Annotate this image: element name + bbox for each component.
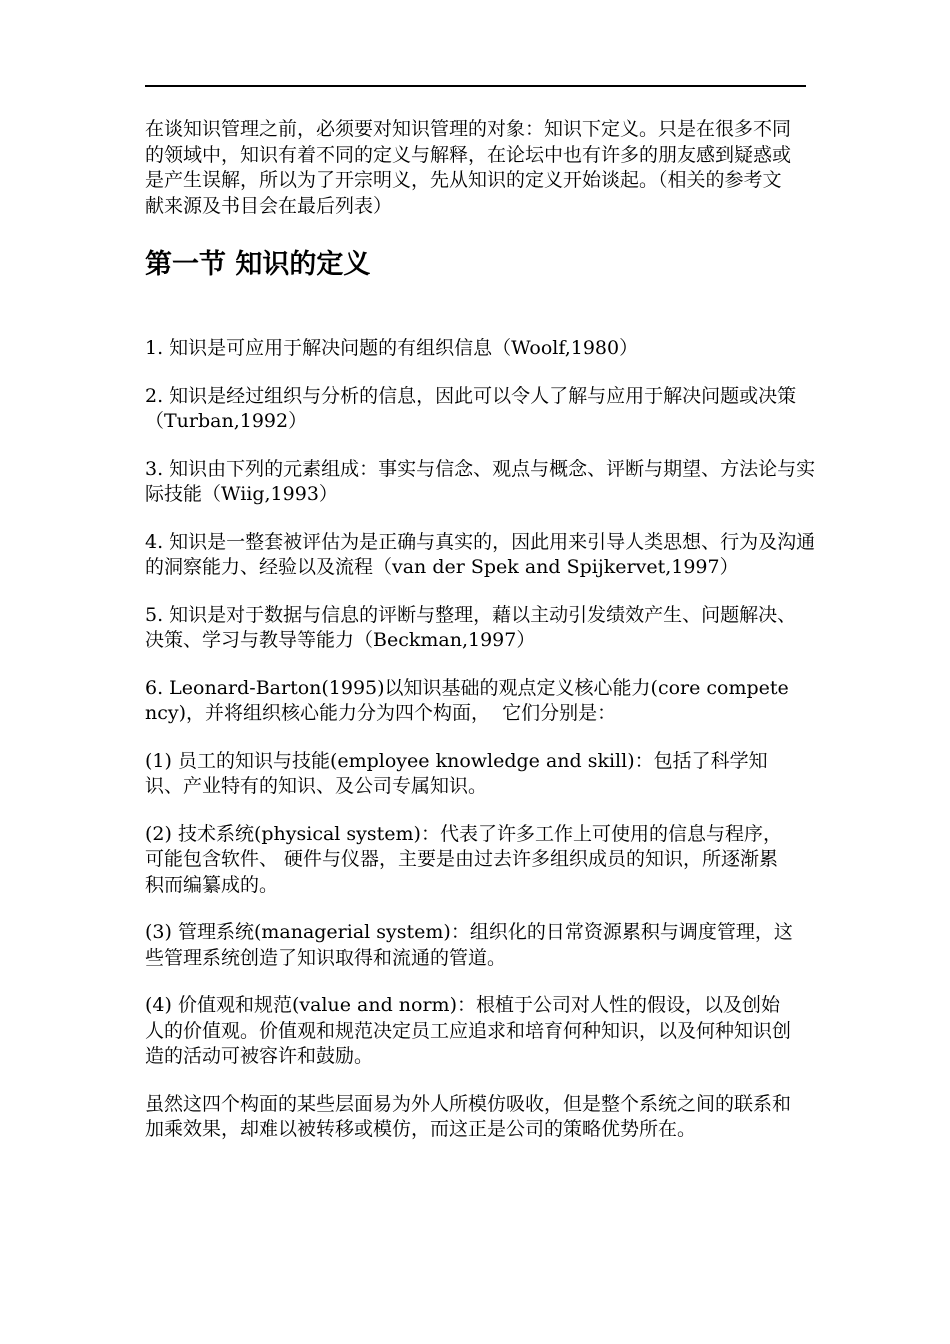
dimension-item-2: (2) 技术系统(physical system)：代表了许多工作上可使用的信息与程序，可能包含软件、 硬件与仪器，主要是由过去许多组织成员的知识，所逐渐累积而编纂成的。 — [145, 822, 782, 896]
definition-item-3: 3. 知识由下列的元素组成：事实与信念、观点与概念、评断与期望、方法论与实际技能（Wiig,1993） — [145, 457, 816, 505]
header-rule — [145, 85, 806, 87]
definition-item-2: 2. 知识是经过组织与分析的信息，因此可以令人了解与应用于解决问题或决策（Turban,1992） — [145, 384, 797, 432]
definition-item-1: 1. 知识是可应用于解决问题的有组织信息（Woolf,1980） — [145, 337, 639, 359]
conclusion-paragraph: 虽然这四个构面的某些层面易为外人所模仿吸收，但是整个系统之间的联系和加乘效果，却难以被转移或模仿，而这正是公司的策略优势所在。 — [145, 1092, 792, 1140]
dimension-item-1: (1) 员工的知识与技能(employee knowledge and skill)：包括了科学知识、产业特有的知识、及公司专属知识。 — [145, 749, 768, 797]
document-body — [145, 117, 825, 1165]
intro-paragraph: 在谈知识管理之前，必须要对知识管理的对象：知识下定义。只是在很多不同的领域中，知识有着不同的定义与解释，在论坛中也有许多的朋友感到疑惑或是产生误解，所以为了开宗明义，先从知识的定义开始谈起。（相关的参考文献来源及书目会在最后列表） — [145, 118, 792, 217]
dimension-item-3: (3) 管理系统(managerial system)：组织化的日常资源累积与调度管理，这些管理系统创造了知识取得和流通的管道。 — [145, 921, 793, 969]
definition-item-4: 4. 知识是一整套被评估为是正确与真实的，因此用来引导人类思想、行为及沟通的洞察能力、经验以及流程（van der Spek and Spijkervet,1997） — [145, 530, 816, 578]
definition-item-5: 5. 知识是对于数据与信息的评断与整理，藉以主动引发绩效产生、问题解决、决策、学习与教导等能力（Beckman,1997） — [145, 603, 797, 651]
section-title: 第一节 知识的定义 — [145, 249, 371, 280]
dimension-item-4: (4) 价值观和规范(value and norm)：根植于公司对人性的假设，以及创始人的价值观。价值观和规范决定员工应追求和培育何种知识，以及何种知识创造的活动可被容许和鼓励。 — [145, 994, 792, 1067]
definition-list — [145, 336, 825, 1143]
definition-item-6: 6. Leonard-Barton(1995)以知识基础的观点定义核心能力(core competency)，并将组织核心能力分为四个构面， 它们分别是： — [145, 676, 789, 724]
